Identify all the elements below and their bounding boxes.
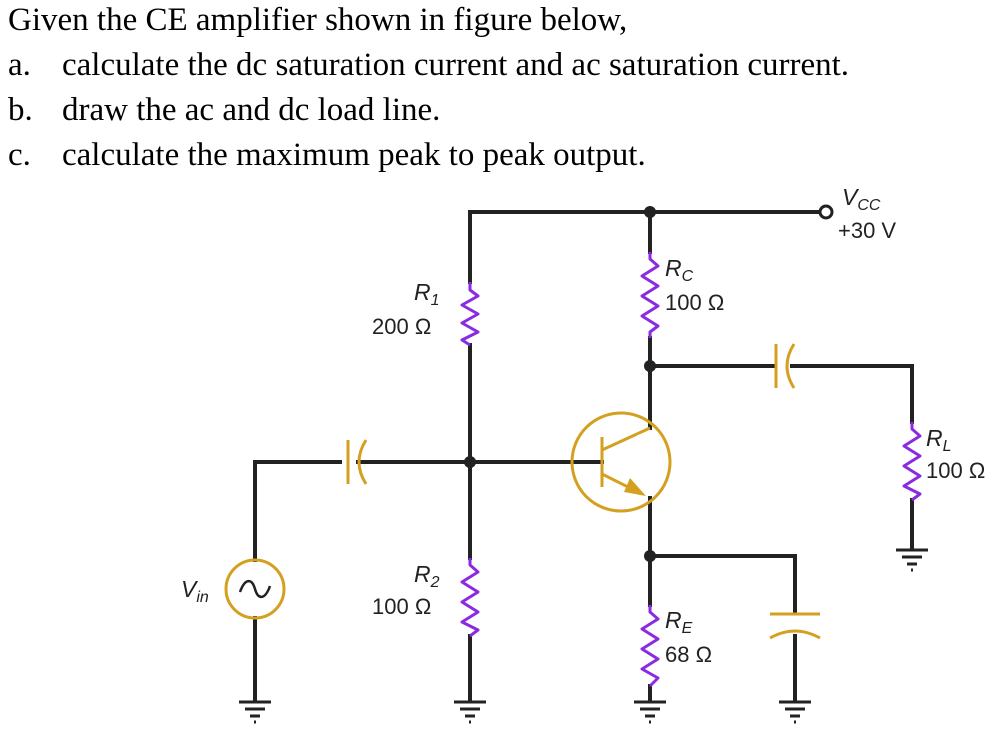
vin-label: $V_{in}$ <box>181 576 209 606</box>
rc-value: 100 Ω <box>665 290 725 315</box>
wires <box>255 212 912 700</box>
ground-icon <box>454 702 486 722</box>
ac-voltage-source <box>226 560 284 618</box>
r1-value: 200 Ω <box>372 314 432 339</box>
part-text: calculate the dc saturation current and ac saturation current. <box>62 47 850 83</box>
resistor-rc <box>642 252 658 338</box>
resistor-r2 <box>462 558 478 636</box>
re-value: 68 Ω <box>665 642 713 667</box>
bypass-cap-top-wire <box>650 556 795 612</box>
vcc-value: +30 V <box>838 218 897 243</box>
rl-label: $R_L$ <box>926 425 952 455</box>
junction-node <box>644 550 656 562</box>
sine-wave-icon <box>240 581 270 597</box>
output-cap-right-wire <box>792 366 912 422</box>
ground-icon <box>779 702 811 722</box>
r1-label: $R_1$ <box>414 279 440 309</box>
junction-node <box>644 360 656 372</box>
part-marker: b. <box>8 92 33 128</box>
junction-node <box>644 206 656 218</box>
resistor-re <box>642 605 658 686</box>
part-marker: c. <box>8 137 31 173</box>
part-text: calculate the maximum peak to peak output. <box>62 137 646 173</box>
resistor-r1 <box>462 282 478 345</box>
ground-icon <box>896 550 928 570</box>
re-label: $R_E$ <box>665 607 693 637</box>
rl-value: 100 Ω <box>926 458 986 483</box>
junction-node <box>464 456 476 468</box>
resistor-rl <box>904 422 920 500</box>
part-marker: a. <box>8 47 31 83</box>
part-text: draw the ac and dc load line. <box>62 92 441 128</box>
input-wire <box>255 462 340 560</box>
vcc-label: $V_{CC}$ <box>842 184 881 214</box>
emitter-arrow-icon <box>624 478 646 496</box>
ground-icon <box>239 702 271 722</box>
r2-label: $R_2$ <box>414 561 440 591</box>
supply-terminal <box>820 206 832 218</box>
question-intro: Given the CE amplifier shown in figure below, <box>8 2 628 38</box>
top-rail-wire <box>470 212 820 282</box>
junctions <box>464 206 656 562</box>
r2-value: 100 Ω <box>372 594 432 619</box>
rc-label: $R_C$ <box>665 255 694 285</box>
ground-icon <box>634 702 666 722</box>
